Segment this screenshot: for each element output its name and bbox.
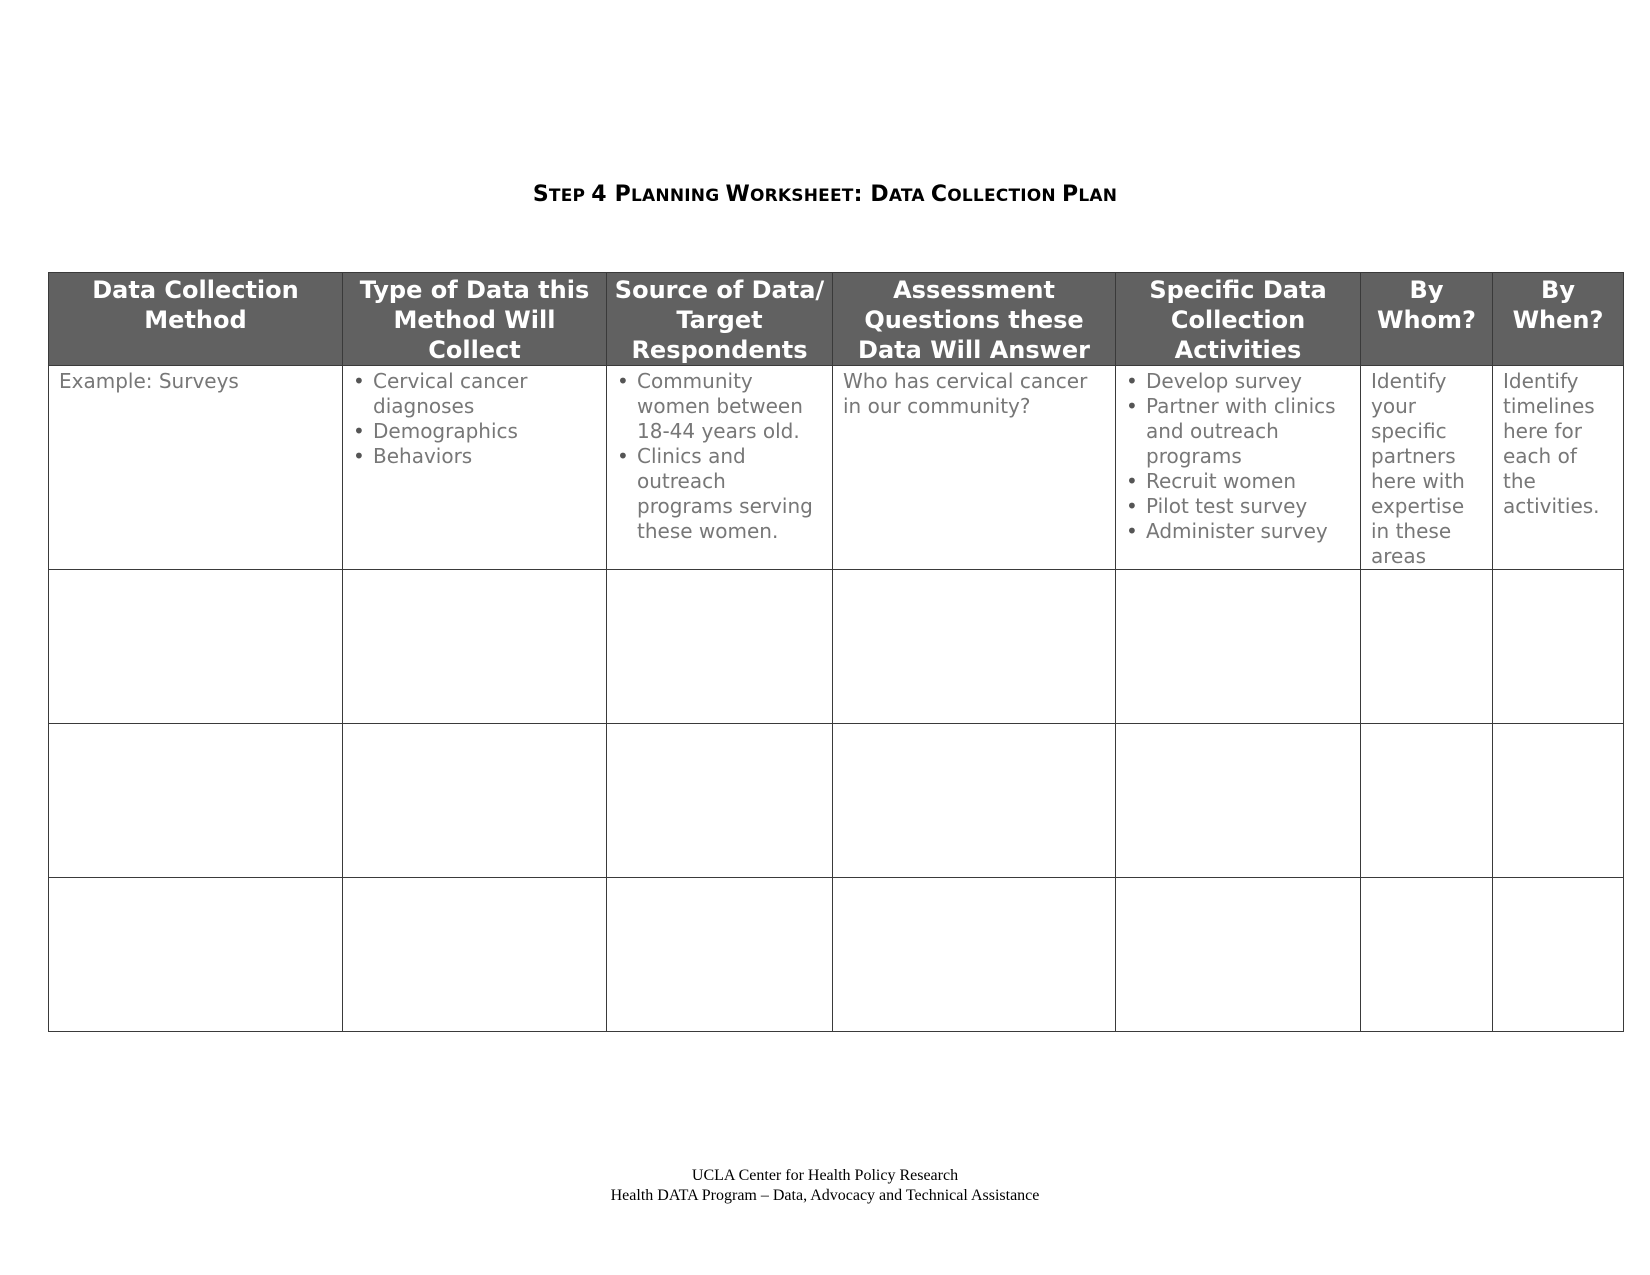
list-item: • Pilot test survey xyxy=(1146,494,1350,519)
empty-cell[interactable] xyxy=(607,724,833,878)
title-seg: ORKSHEET xyxy=(749,186,854,206)
footer-line-organization: UCLA Center for Health Policy Research xyxy=(691,1167,959,1184)
data-types-list xyxy=(353,369,596,469)
empty-cell[interactable] xyxy=(49,724,343,878)
example-method-cell[interactable]: Example: Surveys xyxy=(49,366,343,570)
title-seg: : xyxy=(853,182,871,207)
list-item: • Demographics xyxy=(373,419,596,444)
example-data-types-cell[interactable] xyxy=(343,366,607,570)
footer-line-program: Health DATA Program – Data, Advocacy and Technical Assistance xyxy=(610,1187,1040,1204)
empty-cell[interactable] xyxy=(1493,570,1624,724)
list-item: • Recruit women xyxy=(1146,469,1350,494)
empty-cell[interactable] xyxy=(1361,878,1493,1032)
column-header-by-whom: By Whom? xyxy=(1361,273,1493,366)
list-item: • Behaviors xyxy=(373,444,596,469)
title-seg: D xyxy=(870,182,889,207)
empty-cell[interactable] xyxy=(343,724,607,878)
list-item: • Clinics and outreach programs serving these women. xyxy=(637,444,822,544)
title-seg: P xyxy=(614,182,631,207)
empty-cell[interactable] xyxy=(833,570,1116,724)
column-header-activities: Specific Data Collection Activities xyxy=(1116,273,1361,366)
title-seg: TEP xyxy=(548,186,592,206)
empty-cell[interactable] xyxy=(1116,570,1361,724)
empty-cell[interactable] xyxy=(833,724,1116,878)
title-seg: C xyxy=(930,182,948,207)
empty-cell[interactable] xyxy=(1116,878,1361,1032)
example-by-when-cell[interactable]: Identify timelines here for each of the activities. xyxy=(1493,366,1624,570)
table-row xyxy=(49,570,1624,724)
empty-cell[interactable] xyxy=(343,570,607,724)
example-activities-cell[interactable] xyxy=(1116,366,1361,570)
empty-cell[interactable] xyxy=(607,570,833,724)
empty-cell[interactable] xyxy=(1116,724,1361,878)
example-by-whom-cell[interactable]: Identify your specific partners here with expertise in these areas xyxy=(1361,366,1493,570)
empty-cell[interactable] xyxy=(833,878,1116,1032)
empty-cell[interactable] xyxy=(343,878,607,1032)
list-item: • Community women between 18-44 years old. xyxy=(637,369,822,444)
empty-cell[interactable] xyxy=(607,878,833,1032)
list-item: • Administer survey xyxy=(1146,519,1350,544)
empty-cell[interactable] xyxy=(1361,570,1493,724)
title-seg: ATA xyxy=(888,186,931,206)
title-seg: LAN xyxy=(1078,186,1118,206)
example-row xyxy=(49,366,1624,570)
empty-cell[interactable] xyxy=(49,570,343,724)
column-header-method: Data Collection Method xyxy=(49,273,343,366)
title-seg: LANNING xyxy=(631,186,726,206)
list-item: • Cervical cancer diagnoses xyxy=(373,369,596,419)
list-item: • Partner with clinics and outreach programs xyxy=(1146,394,1350,469)
sources-list xyxy=(617,369,822,544)
column-header-questions: Assessment Questions these Data Will Answer xyxy=(833,273,1116,366)
data-collection-plan-table xyxy=(48,272,1624,1032)
title-seg: 4 xyxy=(591,182,615,207)
column-header-data-type: Type of Data this Method Will Collect xyxy=(343,273,607,366)
title-seg: P xyxy=(1061,182,1079,207)
table-row xyxy=(49,878,1624,1032)
activities-list xyxy=(1126,369,1350,544)
empty-cell[interactable] xyxy=(1493,878,1624,1032)
header-row xyxy=(49,273,1624,366)
empty-cell[interactable] xyxy=(1361,724,1493,878)
empty-cell[interactable] xyxy=(49,878,343,1032)
example-sources-cell[interactable] xyxy=(607,366,833,570)
column-header-by-when: By When? xyxy=(1493,273,1624,366)
table-row xyxy=(49,724,1624,878)
title-seg: W xyxy=(725,182,750,207)
title-seg: S xyxy=(532,182,549,207)
page-title xyxy=(0,182,1650,207)
page-footer xyxy=(0,1166,1650,1206)
column-header-source: Source of Data/ Target Respondents xyxy=(607,273,833,366)
list-item: • Develop survey xyxy=(1146,369,1350,394)
empty-cell[interactable] xyxy=(1493,724,1624,878)
title-seg: OLLECTION xyxy=(947,186,1062,206)
example-question-cell[interactable]: Who has cervical cancer in our community? xyxy=(833,366,1116,570)
